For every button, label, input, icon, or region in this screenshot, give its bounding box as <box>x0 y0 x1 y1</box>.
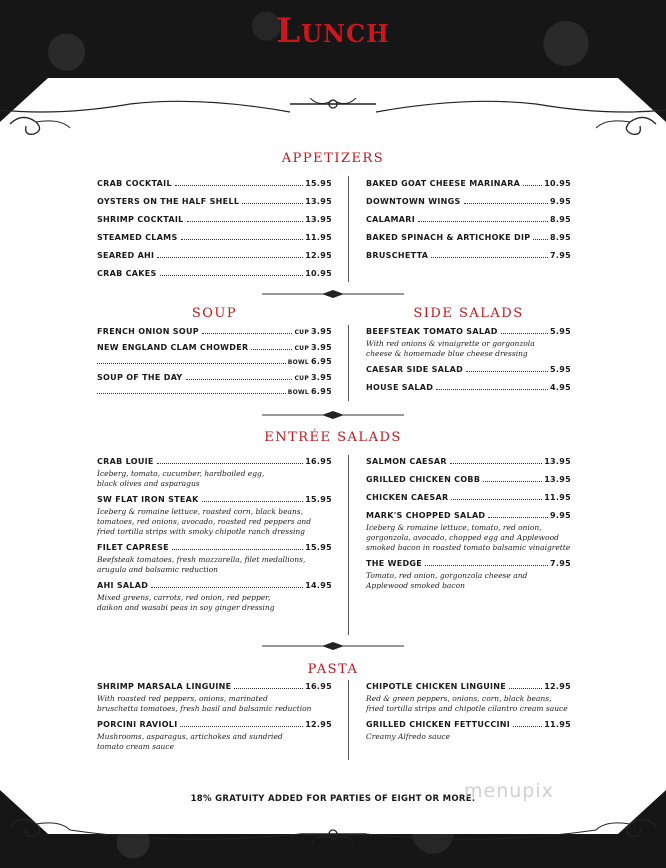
list-item: FILET CAPRESE 15.95 Beefsteak tomatoes, fresh mozzarella, filet medallions, arugula and balsamic reduction <box>97 543 332 574</box>
soup-list <box>97 325 332 403</box>
list-item: BEEFSTEAK TOMATO SALAD 5.95 With red onions & vinaigrette or gorgonzola cheese & homemade blue cheese dressing <box>366 327 571 358</box>
list-item: CHIPOTLE CHICKEN LINGUINE 12.95 Red & green peppers, onions, corn, black beans, fried tortilla strips and chipotle cilantro cream sauce <box>366 682 571 713</box>
list-item: STEAMED CLAMS 11.95 <box>97 233 332 242</box>
list-item: MARK'S CHOPPED SALAD 9.95 Iceberg & romaine lettuce, tomato, red onion, gorgonzola, avocado, chopped egg and Applewood smoked bacon in roasted tomato balsamic vinaigrette <box>366 511 571 552</box>
list-item: CRAB CAKES 10.95 <box>97 269 332 278</box>
list-item: GRILLED CHICKEN FETTUCCINI 11.95 Creamy Alfredo sauce <box>366 720 571 741</box>
divider-2 <box>262 410 404 420</box>
list-item: PORCINI RAVIOLI 12.95 Mushrooms, asparagus, artichokes and sundried tomato cream sauce <box>97 720 332 751</box>
list-item: CHICKEN CAESAR 11.95 <box>366 493 571 502</box>
side-salads-list <box>366 325 571 399</box>
bottom-ornament <box>0 806 666 858</box>
list-item: BAKED SPINACH & ARTICHOKE DIP 8.95 <box>366 233 571 242</box>
appetizers-right <box>366 177 571 267</box>
column-divider <box>348 325 349 401</box>
list-item: NEW ENGLAND CLAM CHOWDER CUP 3.95 BOWL 6.95 <box>97 343 332 366</box>
list-item: SALMON CAESAR 13.95 <box>366 457 571 466</box>
list-item: BRUSCHETTA 7.95 <box>366 251 571 260</box>
heading-appetizers: APPETIZERS <box>281 151 385 166</box>
menu-title: Lunch <box>276 11 390 51</box>
heading-side-salads: SIDE SALADS <box>413 306 524 321</box>
list-item: CRAB COCKTAIL 15.95 <box>97 179 332 188</box>
list-item: OYSTERS ON THE HALF SHELL 13.95 <box>97 197 332 206</box>
top-ornament <box>0 98 666 142</box>
gratuity-note: 18% GRATUITY ADDED FOR PARTIES OF EIGHT OR MORE. <box>190 794 476 804</box>
list-item: GRILLED CHICKEN COBB 13.95 <box>366 475 571 484</box>
list-item: SHRIMP MARSALA LINGUINE 16.95 With roasted red peppers, onions, marinated bruschetta tomatoes, fresh basil and balsamic reduction <box>97 682 332 713</box>
column-divider <box>348 680 349 760</box>
divider-1 <box>262 289 404 299</box>
list-item: SEARED AHI 12.95 <box>97 251 332 260</box>
list-item: CAESAR SIDE SALAD 5.95 <box>366 365 571 374</box>
pasta-right <box>366 680 571 746</box>
list-item: SHRIMP COCKTAIL 13.95 <box>97 215 332 224</box>
list-item: CRAB LOUIE 16.95 Iceberg, tomato, cucumber, hardboiled egg, black olives and asparagus <box>97 457 332 488</box>
list-item: SOUP OF THE DAY CUP 3.95 BOWL 6.95 <box>97 373 332 396</box>
list-item: DOWNTOWN WINGS 9.95 <box>366 197 571 206</box>
list-item: THE WEDGE 7.95 Tomato, red onion, gorgonzola cheese and Applewood smoked bacon <box>366 559 571 590</box>
list-item: HOUSE SALAD 4.95 <box>366 383 571 392</box>
list-item: CALAMARI 8.95 <box>366 215 571 224</box>
heading-pasta: PASTA <box>307 662 359 677</box>
list-item: AHI SALAD 14.95 Mixed greens, carrots, red onion, red pepper, daikon and wasabi peas in soy ginger dressing <box>97 581 332 612</box>
heading-entree-salads: ENTRÉE SALADS <box>264 430 402 445</box>
column-divider <box>348 455 349 635</box>
heading-soup: SOUP <box>191 306 238 321</box>
column-divider <box>348 176 349 282</box>
appetizers-left <box>97 177 332 285</box>
pasta-left <box>97 680 332 756</box>
list-item: FRENCH ONION SOUP CUP 3.95 <box>97 327 332 336</box>
entree-salads-left <box>97 455 332 617</box>
entree-salads-right <box>366 455 571 595</box>
list-item: SW FLAT IRON STEAK 15.95 Iceberg & romaine lettuce, roasted corn, black beans, tomatoes, red onions, avocado, roasted red peppers and fried tortilla strips with smoky chipotle ranch dressing <box>97 495 332 536</box>
watermark: menupix <box>464 780 554 802</box>
list-item: BAKED GOAT CHEESE MARINARA 10.95 <box>366 179 571 188</box>
divider-3 <box>262 641 404 651</box>
